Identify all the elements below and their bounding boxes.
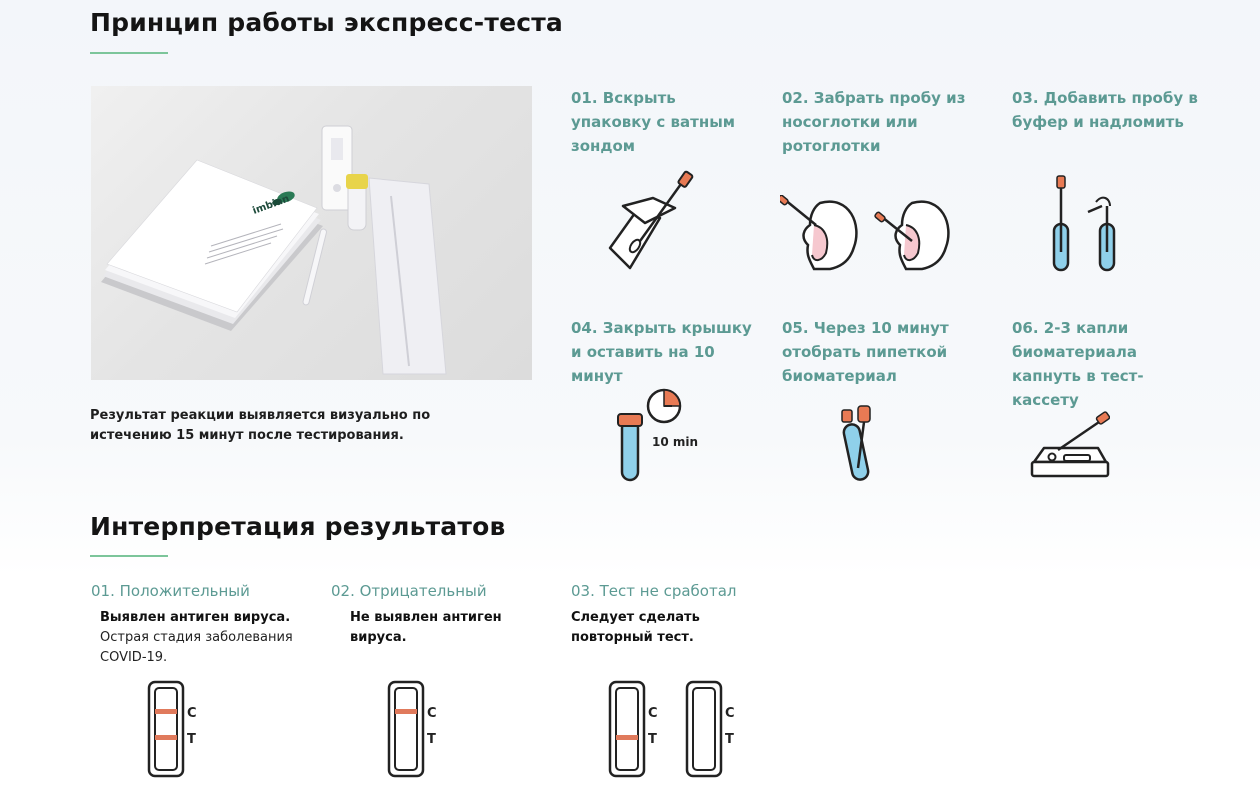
buffer-tube-icon	[1040, 172, 1120, 274]
result-3-bold: Следует сделать повторный тест.	[571, 610, 700, 645]
step-4	[571, 316, 761, 388]
result-2-description	[350, 608, 520, 648]
tube-timer-icon	[612, 386, 707, 484]
test-cassette-drop-icon	[1028, 410, 1110, 482]
title-underline	[90, 555, 168, 557]
brand-logo: imbian	[251, 193, 292, 217]
nasal-oral-sampling-icon	[780, 195, 950, 273]
step-3-title: 03. Добавить пробу в буфер и надломить	[1012, 89, 1198, 131]
step-2	[782, 86, 972, 158]
label-t: T	[648, 732, 657, 747]
timer-label: 10 min	[652, 435, 699, 449]
result-1-description	[100, 608, 310, 668]
test-line	[616, 735, 638, 740]
step-6-title: 06. 2-3 капли биоматериала капнуть в тест-кассету	[1012, 319, 1144, 409]
result-2-title: 02. Отрицательный	[331, 582, 487, 600]
title-underline	[90, 52, 168, 54]
photo-caption: Результат реакции выявляется визуально по истечению 15 минут после тестирования.	[90, 408, 431, 443]
label-c: C	[648, 706, 658, 721]
control-line	[155, 709, 177, 714]
step-6	[1012, 316, 1202, 412]
step-4-title: 04. Закрыть крышку и оставить на 10 минут	[571, 319, 752, 385]
label-t: T	[187, 732, 196, 747]
control-line	[395, 709, 417, 714]
step-1-title: 01. Вскрыть упаковку с ватным зондом	[571, 89, 736, 155]
label-t: T	[725, 732, 734, 747]
step-5	[782, 316, 972, 388]
result-1-title: 01. Положительный	[91, 582, 250, 600]
pipette-tube-icon	[832, 404, 882, 484]
result-3-description	[571, 608, 781, 648]
invalid-test-strip-2	[684, 680, 744, 780]
step-5-title: 05. Через 10 минут отобрать пипеткой биоматериал	[782, 319, 949, 385]
swab-package-icon	[605, 168, 700, 272]
result-3-title: 03. Тест не сработал	[571, 582, 737, 600]
result-1-bold: Выявлен антиген вируса.	[100, 610, 291, 625]
result-2-bold: Не выявлен антиген вируса.	[350, 610, 502, 645]
test-line	[155, 735, 177, 740]
step-1	[571, 86, 761, 158]
section-title-interpretation: Интерпретация результатов	[90, 512, 506, 541]
label-c: C	[427, 706, 437, 721]
section-title-principle: Принцип работы экспресс-теста	[90, 8, 563, 37]
invalid-test-strip-1	[607, 680, 667, 780]
step-2-title: 02. Забрать пробу из носоглотки или ротоглотки	[782, 89, 966, 155]
result-1-text: Острая стадия заболевания COVID-19.	[100, 630, 293, 665]
label-c: C	[725, 706, 735, 721]
step-3	[1012, 86, 1202, 134]
label-t: T	[427, 732, 436, 747]
positive-test-strip	[146, 680, 206, 780]
negative-test-strip	[386, 680, 446, 780]
label-c: C	[187, 706, 197, 721]
test-kit-photo	[91, 86, 532, 380]
